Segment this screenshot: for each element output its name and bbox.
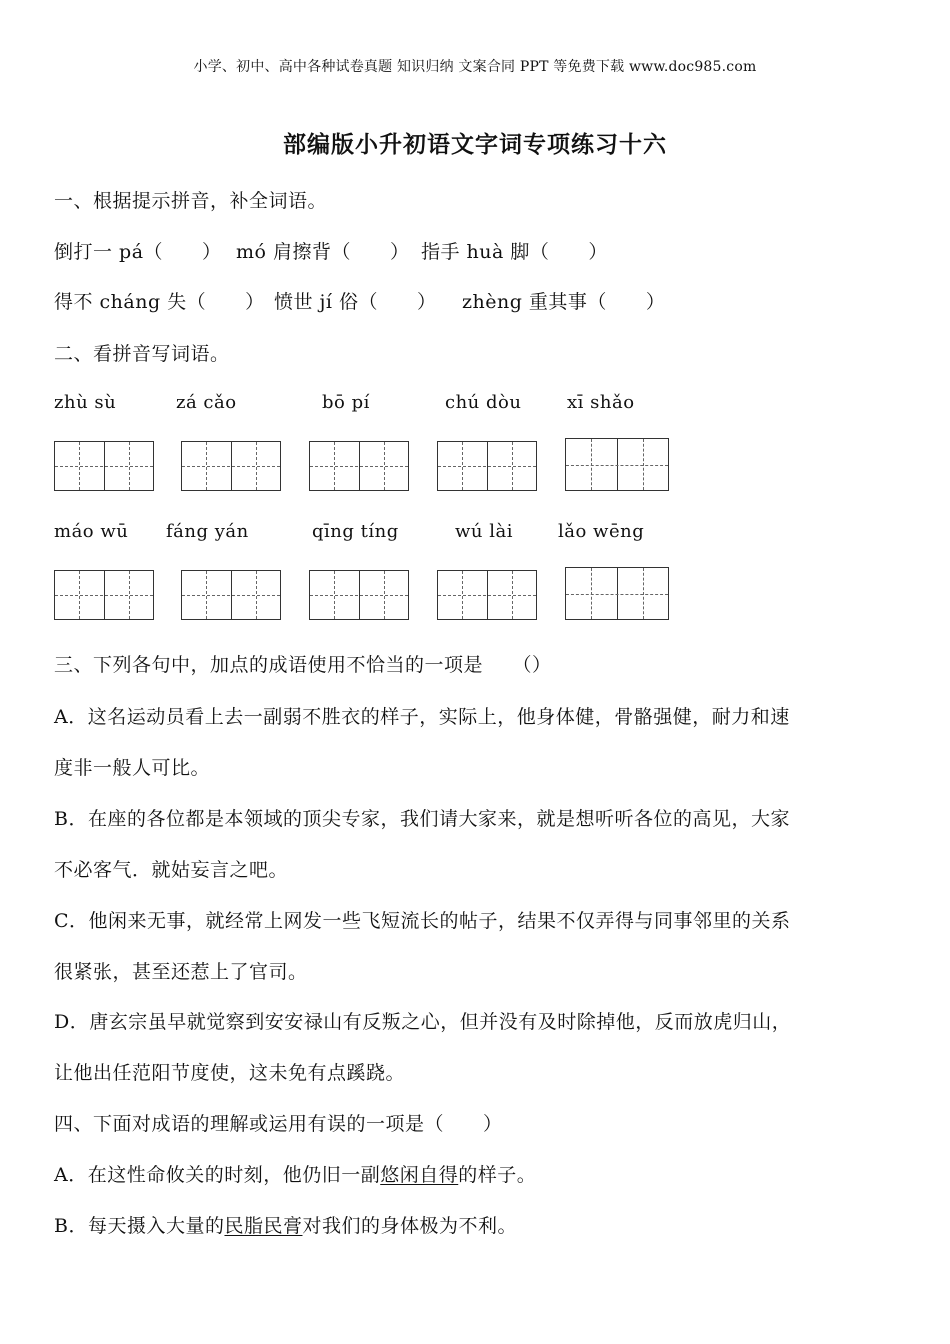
pinyin-label: zá cǎo bbox=[176, 392, 237, 413]
pinyin-label: bō pí bbox=[322, 392, 370, 413]
fill-item: 得不 cháng 失（ ） bbox=[54, 291, 265, 313]
fill-item: 倒打一 pá（ ） bbox=[54, 241, 222, 263]
writing-grid[interactable] bbox=[565, 438, 669, 491]
fill-item: zhèng 重其事（ ） bbox=[462, 291, 666, 313]
pinyin-label: fáng yán bbox=[166, 521, 249, 542]
writing-grid[interactable] bbox=[309, 570, 409, 620]
fill-item: mó 肩擦背（ ） bbox=[236, 241, 410, 263]
pinyin-label: zhù sù bbox=[54, 392, 117, 413]
section4-option-b bbox=[54, 1211, 517, 1238]
underlined-idiom: 悠闲自得 bbox=[380, 1164, 459, 1186]
option-c-line2: 很紧张，甚至还惹上了官司。 bbox=[54, 961, 308, 983]
section3-heading: 三、下列各句中，加点的成语使用不恰当的一项是 （） bbox=[54, 654, 552, 676]
option-text: 对我们的身体极为不利。 bbox=[302, 1215, 517, 1237]
option-text: B．每天摄入大量的 bbox=[54, 1215, 225, 1237]
pinyin-label: qīng tíng bbox=[312, 521, 399, 542]
option-a-line1: A．这名运动员看上去一副弱不胜衣的样子，实际上，他身体健，骨骼强健，耐力和速 bbox=[54, 706, 790, 728]
pinyin-label: wú lài bbox=[455, 521, 513, 542]
section4-option-a bbox=[54, 1160, 536, 1187]
section1-row2 bbox=[54, 287, 934, 313]
page-title: 部编版小升初语文字词专项练习十六 bbox=[283, 131, 667, 158]
writing-grid[interactable] bbox=[565, 567, 669, 620]
option-b-line2: 不必客气．就姑妄言之吧。 bbox=[54, 859, 289, 881]
writing-grid[interactable] bbox=[54, 570, 154, 620]
option-c-line1: C．他闲来无事，就经常上网发一些飞短流长的帖子，结果不仅弄得与同事邻里的关系 bbox=[54, 910, 791, 932]
pinyin-label: máo wū bbox=[54, 521, 129, 542]
option-text: 的样子。 bbox=[458, 1164, 537, 1186]
pinyin-label: lǎo wēng bbox=[558, 521, 645, 542]
writing-grid[interactable] bbox=[309, 441, 409, 491]
pinyin-label: xī shǎo bbox=[567, 392, 635, 413]
section1-row1 bbox=[54, 237, 934, 263]
page-header: 小学、初中、高中各种试卷真题 知识归纳 文案合同 PPT 等免费下载 www.doc985.com bbox=[193, 59, 757, 75]
section4-heading: 四、下面对成语的理解或运用有误的一项是（ ） bbox=[54, 1113, 503, 1135]
section1-heading: 一、根据提示拼音，补全词语。 bbox=[54, 190, 328, 212]
writing-grid[interactable] bbox=[437, 570, 537, 620]
writing-grid[interactable] bbox=[54, 441, 154, 491]
option-a-line2: 度非一般人可比。 bbox=[54, 757, 211, 779]
writing-grid[interactable] bbox=[181, 570, 281, 620]
writing-grid[interactable] bbox=[181, 441, 281, 491]
writing-grid[interactable] bbox=[437, 441, 537, 491]
section2-heading: 二、看拼音写词语。 bbox=[54, 343, 230, 365]
option-b-line1: B．在座的各位都是本领域的顶尖专家，我们请大家来，就是想听听各位的高见，大家 bbox=[54, 808, 790, 830]
underlined-idiom: 民脂民膏 bbox=[224, 1215, 303, 1237]
fill-item: 指手 huà 脚（ ） bbox=[421, 241, 608, 263]
option-d-line2: 让他出任范阳节度使，这未免有点蹊跷。 bbox=[54, 1062, 406, 1084]
option-text: A．在这性命攸关的时刻，他仍旧一副 bbox=[54, 1164, 381, 1186]
fill-item: 愤世 jí 俗（ ） bbox=[274, 291, 437, 313]
pinyin-label: chú dòu bbox=[445, 392, 522, 413]
option-d-line1: D．唐玄宗虽早就觉察到安安禄山有反叛之心，但并没有及时除掉他，反而放虎归山， bbox=[54, 1011, 792, 1033]
